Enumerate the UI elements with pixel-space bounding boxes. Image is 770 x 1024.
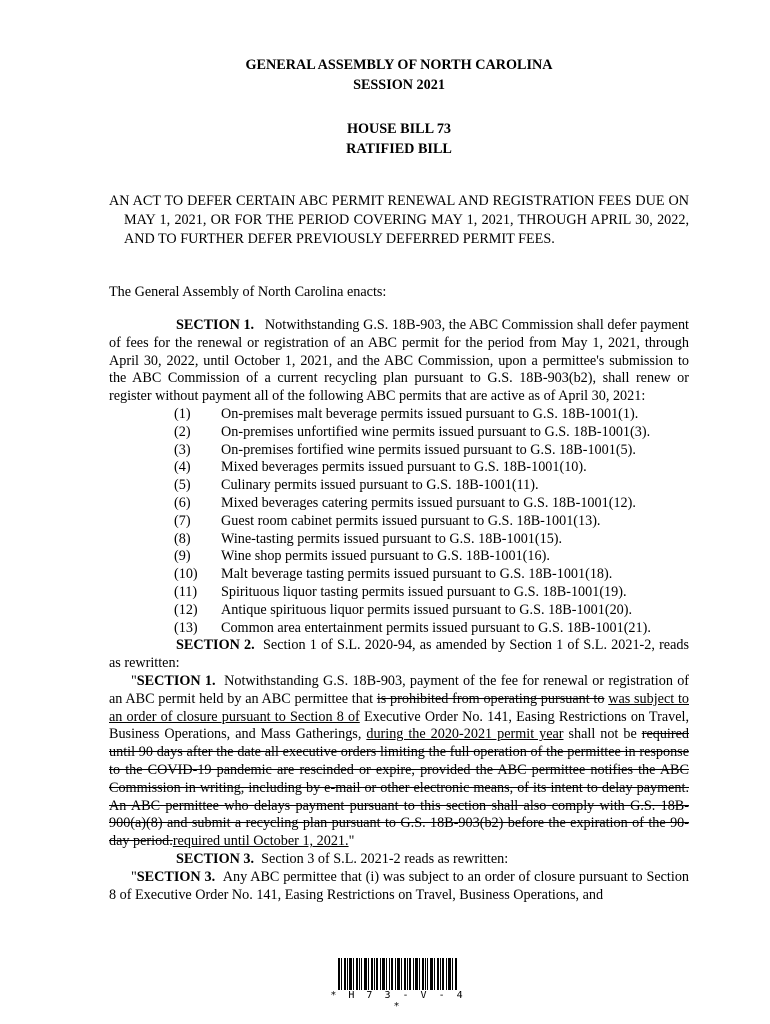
list-item-text: Guest room cabinet permits issued pursuant to G.S. 18B-1001(13). [221,512,601,529]
enacting-clause: The General Assembly of North Carolina enacts: [109,284,387,300]
list-item-number: (7) [174,512,191,529]
list-item-number: (8) [174,530,191,547]
list-item-number: (6) [174,494,191,511]
list-item-number: (1) [174,405,191,422]
barcode-caption: * H 7 3 - V - 4 * [330,990,466,1012]
inserted-text: during the 2020-2021 permit year [366,726,564,743]
list-item-number: (10) [174,566,198,583]
list-item-number: (4) [174,459,191,476]
permit-list [109,406,689,637]
list-item [109,513,689,531]
list-item [109,602,689,620]
list-item-number: (12) [174,601,198,618]
quoted-section-heading: SECTION 3. [136,868,216,885]
list-item-text: Culinary permits issued pursuant to G.S. 18B-1001(11). [221,477,539,494]
section-2-text: Section 1 of S.L. 2020-94, as amended by Section 1 of S.L. 2021-2, reads as rewritten: [109,637,690,672]
quoted-text: shall not be [568,726,637,743]
barcode-image [338,958,458,990]
list-item [109,442,689,460]
section-1-heading: SECTION 1. [176,317,255,333]
bill-block [109,119,689,159]
list-item [109,495,689,513]
list-item-number: (2) [174,423,191,440]
section-3-paragraph [109,851,689,869]
inserted-text: was subject to an order of closure pursuant to Section 8 of [109,690,689,725]
list-item-text: Mixed beverages catering permits issued pursuant to G.S. 18B-1001(12). [221,494,636,511]
quoted-text: Any ABC permittee that (i) was subject to an order of closure pursuant to Section 8 of Executive Order No. 141, Easing Restrictions on Travel, Business Operations, and [109,868,690,903]
act-title: AN ACT TO DEFER CERTAIN ABC PERMIT RENEWAL AND REGISTRATION FEES DUE ON MAY 1, 2021, OR FOR THE PERIOD COVERING MAY 1, 2021, THROUGH APRIL 30, 2022, AND TO FURTHER DEFER PREVIOUSLY DEFERRED PERMIT FEES. [109,193,689,247]
section-3-text: Section 3 of S.L. 2021-2 reads as rewritten: [261,850,509,867]
list-item-text: On-premises fortified wine permits issued pursuant to G.S. 18B-1001(5). [221,441,636,458]
section-3-heading: SECTION 3. [176,850,255,867]
list-item [109,459,689,477]
list-item-number: (9) [174,548,191,565]
list-item-number: (11) [174,583,198,600]
list-item-number: (3) [174,441,191,458]
quoted-text: Executive Order No. 141, Easing Restrictions on Travel, Business Operations, and Mass Gatherings, [109,708,690,743]
list-item-text: On-premises malt beverage permits issued pursuant to G.S. 18B-1001(1). [221,405,639,422]
list-item-text: Antique spirituous liquor permits issued pursuant to G.S. 18B-1001(20). [221,601,633,618]
list-item [109,406,689,424]
list-item [109,566,689,584]
section-1-paragraph [109,317,689,406]
section-2-heading: SECTION 2. [176,637,255,654]
list-item [109,548,689,566]
open-quote: " [131,672,137,689]
bill-number: HOUSE BILL 73 [346,121,452,137]
bill-status: RATIFIED BILL [346,141,452,157]
list-item [109,424,689,442]
list-item-text: Spirituous liquor tasting permits issued pursuant to G.S. 18B-1001(19). [221,583,627,600]
quoted-section-heading: SECTION 1. [136,672,216,689]
list-item [109,620,689,638]
section-3-quoted-text [109,869,689,905]
list-item-number: (5) [174,477,191,494]
list-item [109,531,689,549]
section-2-paragraph [109,637,689,673]
section-2-quoted-text [109,673,689,851]
close-quote: " [348,833,355,850]
list-item-text: Common area entertainment permits issued pursuant to G.S. 18B-1001(21). [221,619,651,636]
list-item-text: On-premises unfortified wine permits issued pursuant to G.S. 18B-1001(3). [221,423,651,440]
list-item-text: Mixed beverages permits issued pursuant to G.S. 18B-1001(10). [221,459,587,476]
list-item-number: (13) [174,619,198,636]
list-item-text: Wine shop permits issued pursuant to G.S. 18B-1001(16). [221,548,550,565]
session-heading: SESSION 2021 [353,77,445,93]
list-item-text: Malt beverage tasting permits issued pursuant to G.S. 18B-1001(18). [221,566,613,583]
assembly-heading: GENERAL ASSEMBLY OF NORTH CAROLINA [245,57,553,73]
inserted-text: required until October 1, 2021. [172,833,349,850]
list-item [109,584,689,602]
list-item-text: Wine-tasting permits issued pursuant to G.S. 18B-1001(15). [221,530,563,547]
deleted-text: is prohibited from operating pursuant to [376,690,605,707]
deleted-text: required until 90 days after the date all executive orders limiting the full operation of the permittee in response to the COVID-19 pandemic are rescinded or expire, provided the ABC permittee notifies the ABC Commission in writing, including by e-mail or other electronic means, of its intent to delay payment. An ABC permittee who delays payment pursuant to this section shall also comply with G.S. 18B-900(a)(8) and submit a recycling plan pursuant to G.S. 18B-903(b2) before the expiration of the 90-day period. [109,726,689,850]
header-block [109,55,689,95]
bill-body [109,317,689,904]
section-1-text: Notwithstanding G.S. 18B-903, the ABC Commission shall defer payment of fees for the renewal or registration of an ABC permit for the period from May 1, 2021, through April 30, 2022, until October 1, 2021, and the ABC Commission, upon a permittee's submission to the ABC Commission of a current recycling plan pursuant to G.S. 18B-903(b2), shall renew or register without payment all of the following ABC permits that are active as of April 30, 2021: [109,317,689,405]
quoted-text: Notwithstanding G.S. 18B-903, payment of the fee for renewal or registration of an ABC permit held by an ABC permittee that [109,672,690,707]
list-item [109,477,689,495]
open-quote: " [131,868,137,885]
